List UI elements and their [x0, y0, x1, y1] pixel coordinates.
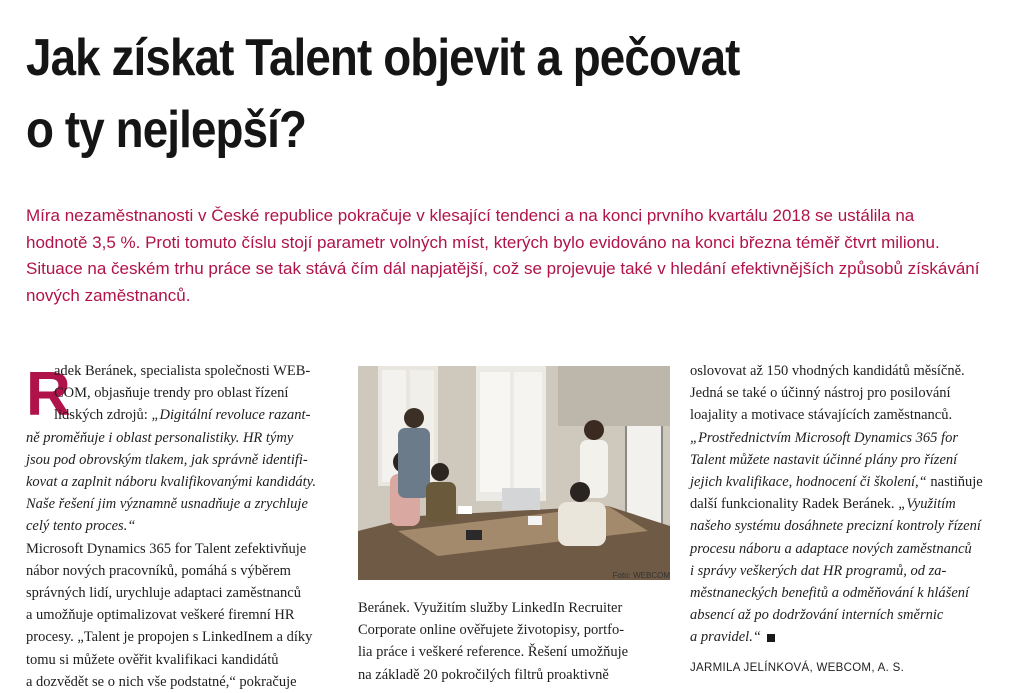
body-line: oslovovat až 150 vhodných kandidátů měsíčně. [690, 363, 965, 379]
article-lead [26, 203, 1006, 309]
body-line: loajality a motivace stávajících zaměstnanců. [690, 407, 953, 424]
body-line: „Prostřednictvím Microsoft Dynamics 365 for [690, 429, 958, 446]
body-line: tomu si můžete ověřit kvalifikaci kandidátů [26, 651, 279, 668]
body-line: a umožňuje optimalizovat veškeré firemní HR [26, 607, 295, 624]
body-line: jejich kvalifikace, hodnocení či školení,“ nastiňuje [690, 474, 983, 491]
lead-line: Situace na českém trhu práce se tak stává čím dál napjatější, což se projevuje také v hledání efektivnějších způsobů získávání [26, 259, 980, 278]
body-column-1 [26, 360, 346, 693]
body-line: lidských zdrojů: „Digitální revoluce razant- [54, 407, 311, 424]
photo-credit: Foto: WEBCOM [612, 571, 670, 580]
office-meeting-photo [358, 366, 670, 580]
body-line: COM, objasňuje trendy pro oblast řízení [54, 385, 289, 402]
lead-line: Míra nezaměstnanosti v České republice pokračuje v klesající tendenci a na konci prvního kvartálu 2018 se ustálila na [26, 206, 915, 225]
body-line: adek Beránek, specialista společnosti WEB- [54, 363, 311, 379]
body-line: Naše řešení jim významně usnadňuje a zrychluje [26, 496, 308, 513]
title-line: Jak získat Talent objevit a pečovat [26, 29, 740, 87]
body-line: i správy veškerých dat HR programů, od za- [690, 562, 947, 579]
body-line: na základě 20 pokročilých filtrů proaktivně [358, 666, 609, 683]
article-author: JARMILA JELÍNKOVÁ, WEBCOM, A. S. [690, 662, 905, 674]
body-line: a pravidel.“ [690, 626, 1000, 648]
body-line: Jedná se také o účinný nástroj pro posilování [690, 385, 951, 402]
body-line: městnaneckých benefitů a odměňování k hlášení [690, 585, 970, 602]
body-line: Corporate online ověřujete životopisy, portfo- [358, 622, 625, 639]
body-line: další funkcionality Radek Beránek. „Využitím [690, 496, 956, 513]
body-line: celý tento proces.“ [26, 518, 136, 535]
drop-cap: R [26, 360, 71, 429]
body-line: našeho systému dosáhnete precizní kontroly řízení [690, 518, 981, 535]
body-line: procesy. „Talent je propojen s LinkedInem a díky [26, 629, 313, 646]
end-mark-icon [767, 634, 775, 642]
body-column-2 [358, 597, 678, 686]
body-line: absencí až po dodržování interních směrnic [690, 607, 944, 624]
body-line: správných lidí, urychluje adaptaci zaměstnanců [26, 585, 301, 602]
body-line: nábor nových pracovníků, pomáhá s výběrem [26, 562, 291, 579]
body-line: Talent můžete nastavit účinné plány pro řízení [690, 451, 958, 468]
body-line: Microsoft Dynamics 365 for Talent zefektivňuje [26, 540, 307, 557]
body-column-3 [690, 360, 1000, 649]
body-line: ně proměňuje i oblast personalistiky. HR týmy [26, 429, 294, 446]
lead-line: nových zaměstnanců. [26, 285, 191, 305]
body-line: kovat a zaplnit náboru kvalifikovanými kandidáty. [26, 474, 316, 491]
title-line: o ty nejlepší? [26, 101, 307, 159]
lead-line: hodnotě 3,5 %. Proti tomuto číslu stojí parametr volných míst, kterých bylo evidováno na konci března téměř čtvrt milionu. [26, 232, 940, 252]
photo-illustration [358, 366, 670, 580]
body-line: Beránek. Využitím služby LinkedIn Recruiter [358, 600, 623, 616]
body-line: procesu náboru a adaptace nových zaměstnanců [690, 540, 972, 557]
article-title [26, 22, 888, 166]
body-line: lia práce i veškeré reference. Řešení umožňuje [358, 644, 629, 661]
body-line: a dozvědět se o nich vše podstatné,“ pokračuje [26, 673, 297, 690]
body-line: jsou pod obrovským tlakem, jak správně identifi- [26, 451, 308, 468]
